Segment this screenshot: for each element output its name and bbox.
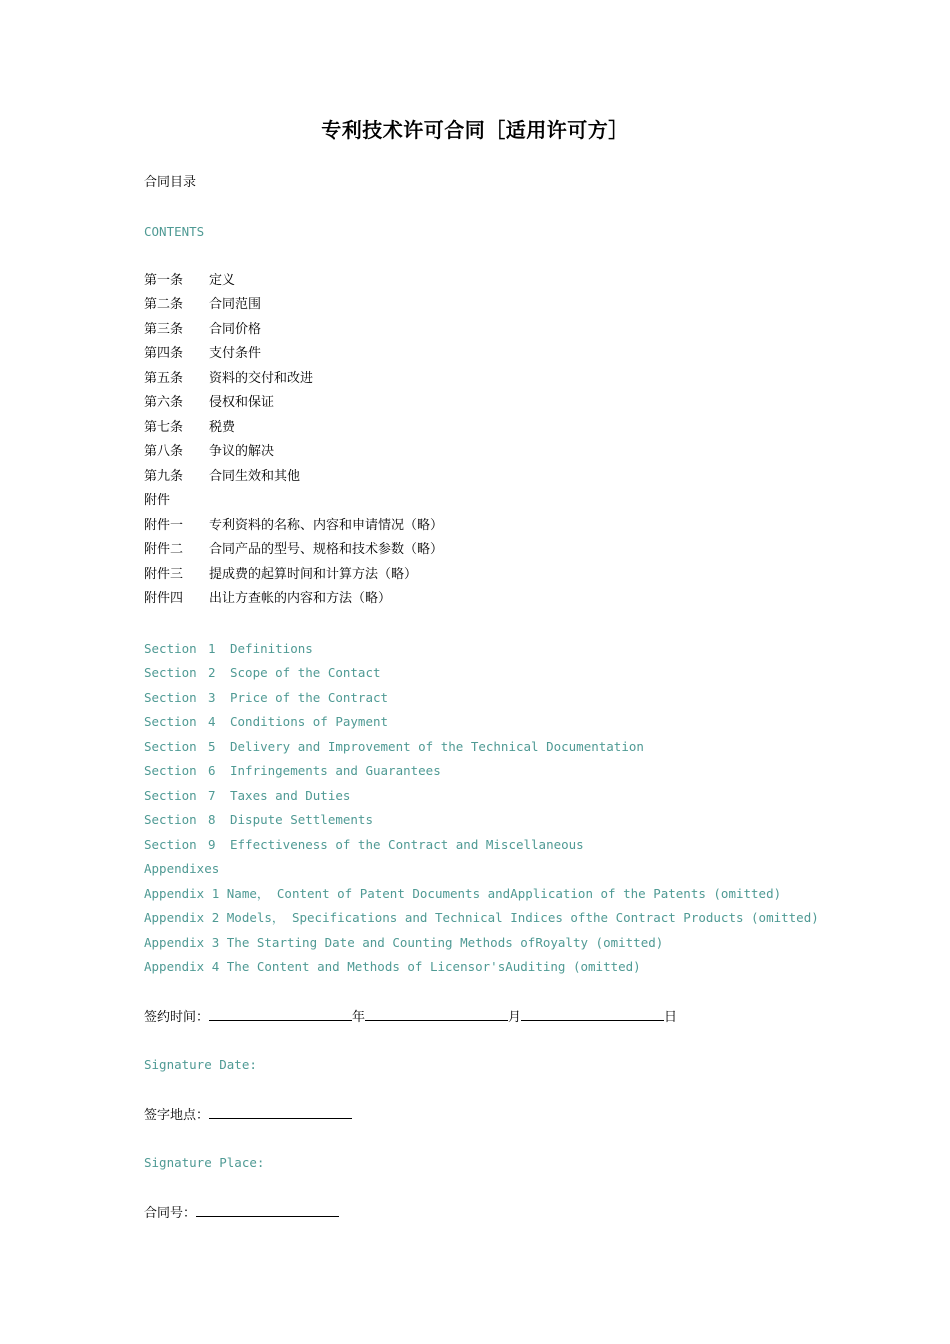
en-section-text: Dispute Settlements [230,812,373,827]
sign-date-label: 签约时间： [144,1010,210,1025]
en-section-num: 5 [208,739,216,754]
cn-article-row [144,344,261,364]
en-appendix-row: Appendix 4 The Content and Methods of Licensor'sAuditing (omitted) [144,959,641,974]
cn-article-row [144,442,274,462]
en-section-row [144,761,441,781]
cn-appendix-num: 附件二 [144,542,184,557]
sign-place-blank[interactable] [209,1104,352,1119]
cn-article-text: 资料的交付和改进 [209,371,314,386]
cn-article-text: 争议的解决 [209,444,275,459]
cn-appendix-heading: 附件 [144,493,171,508]
sign-place-en: Signature Place: [144,1155,265,1170]
sign-date-month-blank[interactable] [365,1006,508,1021]
sign-date-month-label: 月 [508,1010,522,1025]
cn-article-text: 合同价格 [209,322,262,337]
contract-no-label: 合同号： [144,1206,197,1221]
cn-article-text: 侵权和保证 [209,395,275,410]
en-section-text: Delivery and Improvement of the Technical Documentation [230,739,644,754]
toc-heading-en: CONTENTS [144,224,205,239]
cn-article-num: 第三条 [144,322,184,337]
cn-article-row [144,369,313,389]
en-section-row [144,639,313,659]
cn-appendix-text: 合同产品的型号、规格和技术参数（略） [209,542,444,557]
en-section-num: 2 [208,665,216,680]
en-section-num: 4 [208,714,216,729]
sign-place-label: 签字地点： [144,1108,210,1123]
en-section-row [144,737,644,757]
en-section-word: Section [144,641,197,656]
en-section-row [144,835,584,855]
en-section-text: Taxes and Duties [230,788,351,803]
cn-article-num: 第一条 [144,273,184,288]
cn-appendix-text: 提成费的起算时间和计算方法（略） [209,567,418,582]
cn-appendix-num: 附件一 [144,518,184,533]
cn-appendix-text: 专利资料的名称、内容和申请情况（略） [209,518,444,533]
cn-article-num: 第五条 [144,371,184,386]
toc-heading-cn: 合同目录 [144,175,197,190]
en-section-word: Section [144,812,197,827]
en-appendix-row: Appendix 1 Name， Content of Patent Documents andApplication of the Patents (omitted) [144,886,782,901]
document-title: 专利技术许可合同［适用许可方］ [321,118,629,142]
en-section-word: Section [144,763,197,778]
sign-date-day-blank[interactable] [521,1006,664,1021]
cn-appendix-num: 附件三 [144,567,184,582]
cn-article-text: 税费 [209,420,236,435]
en-section-text: Price of the Contract [230,690,389,705]
en-section-text: Conditions of Payment [230,714,389,729]
cn-article-text: 合同范围 [209,297,262,312]
cn-appendix-row [144,589,391,609]
en-section-word: Section [144,739,197,754]
en-section-word: Section [144,837,197,852]
cn-article-row [144,320,261,340]
contract-no-row [144,1202,339,1222]
sign-date-en: Signature Date: [144,1057,257,1072]
en-appendix-row: Appendix 2 Models， Specifications and Technical Indices ofthe Contract Products (omitted) [144,910,819,925]
sign-date-row [144,1006,677,1026]
en-section-num: 3 [208,690,216,705]
cn-article-row [144,393,274,413]
cn-article-row [144,295,261,315]
en-section-row [144,712,388,732]
en-section-text: Scope of the Contact [230,665,381,680]
cn-appendix-text: 出让方查帐的内容和方法（略） [209,591,392,606]
en-section-row [144,688,388,708]
en-section-row [144,810,373,830]
en-section-text: Effectiveness of the Contract and Miscellaneous [230,837,584,852]
cn-appendix-num: 附件四 [144,591,184,606]
en-section-num: 1 [208,641,216,656]
en-section-num: 8 [208,812,216,827]
cn-article-num: 第四条 [144,346,184,361]
en-section-num: 6 [208,763,216,778]
sign-date-day-label: 日 [664,1010,678,1025]
en-section-word: Section [144,714,197,729]
en-section-num: 7 [208,788,216,803]
sign-place-row [144,1104,352,1124]
cn-article-row [144,271,235,291]
cn-article-num: 第二条 [144,297,184,312]
sign-date-year-blank[interactable] [209,1006,352,1021]
cn-article-num: 第九条 [144,469,184,484]
cn-article-num: 第六条 [144,395,184,410]
sign-date-year-label: 年 [352,1010,366,1025]
cn-appendix-row [144,540,443,560]
en-appendix-row: Appendix 3 The Starting Date and Counting Methods ofRoyalty (omitted) [144,935,664,950]
en-appendix-heading: Appendixes [144,861,220,876]
en-section-text: Infringements and Guarantees [230,763,441,778]
cn-article-row [144,418,235,438]
en-section-row [144,663,381,683]
cn-article-text: 支付条件 [209,346,262,361]
en-section-num: 9 [208,837,216,852]
cn-article-text: 合同生效和其他 [209,469,301,484]
cn-article-num: 第八条 [144,444,184,459]
contract-no-blank[interactable] [196,1202,339,1217]
cn-article-num: 第七条 [144,420,184,435]
en-section-word: Section [144,788,197,803]
en-section-row [144,786,350,806]
en-section-word: Section [144,665,197,680]
cn-article-row [144,467,300,487]
cn-appendix-row [144,565,417,585]
cn-article-text: 定义 [209,273,236,288]
cn-appendix-row [144,516,443,536]
en-section-word: Section [144,690,197,705]
en-section-text: Definitions [230,641,313,656]
